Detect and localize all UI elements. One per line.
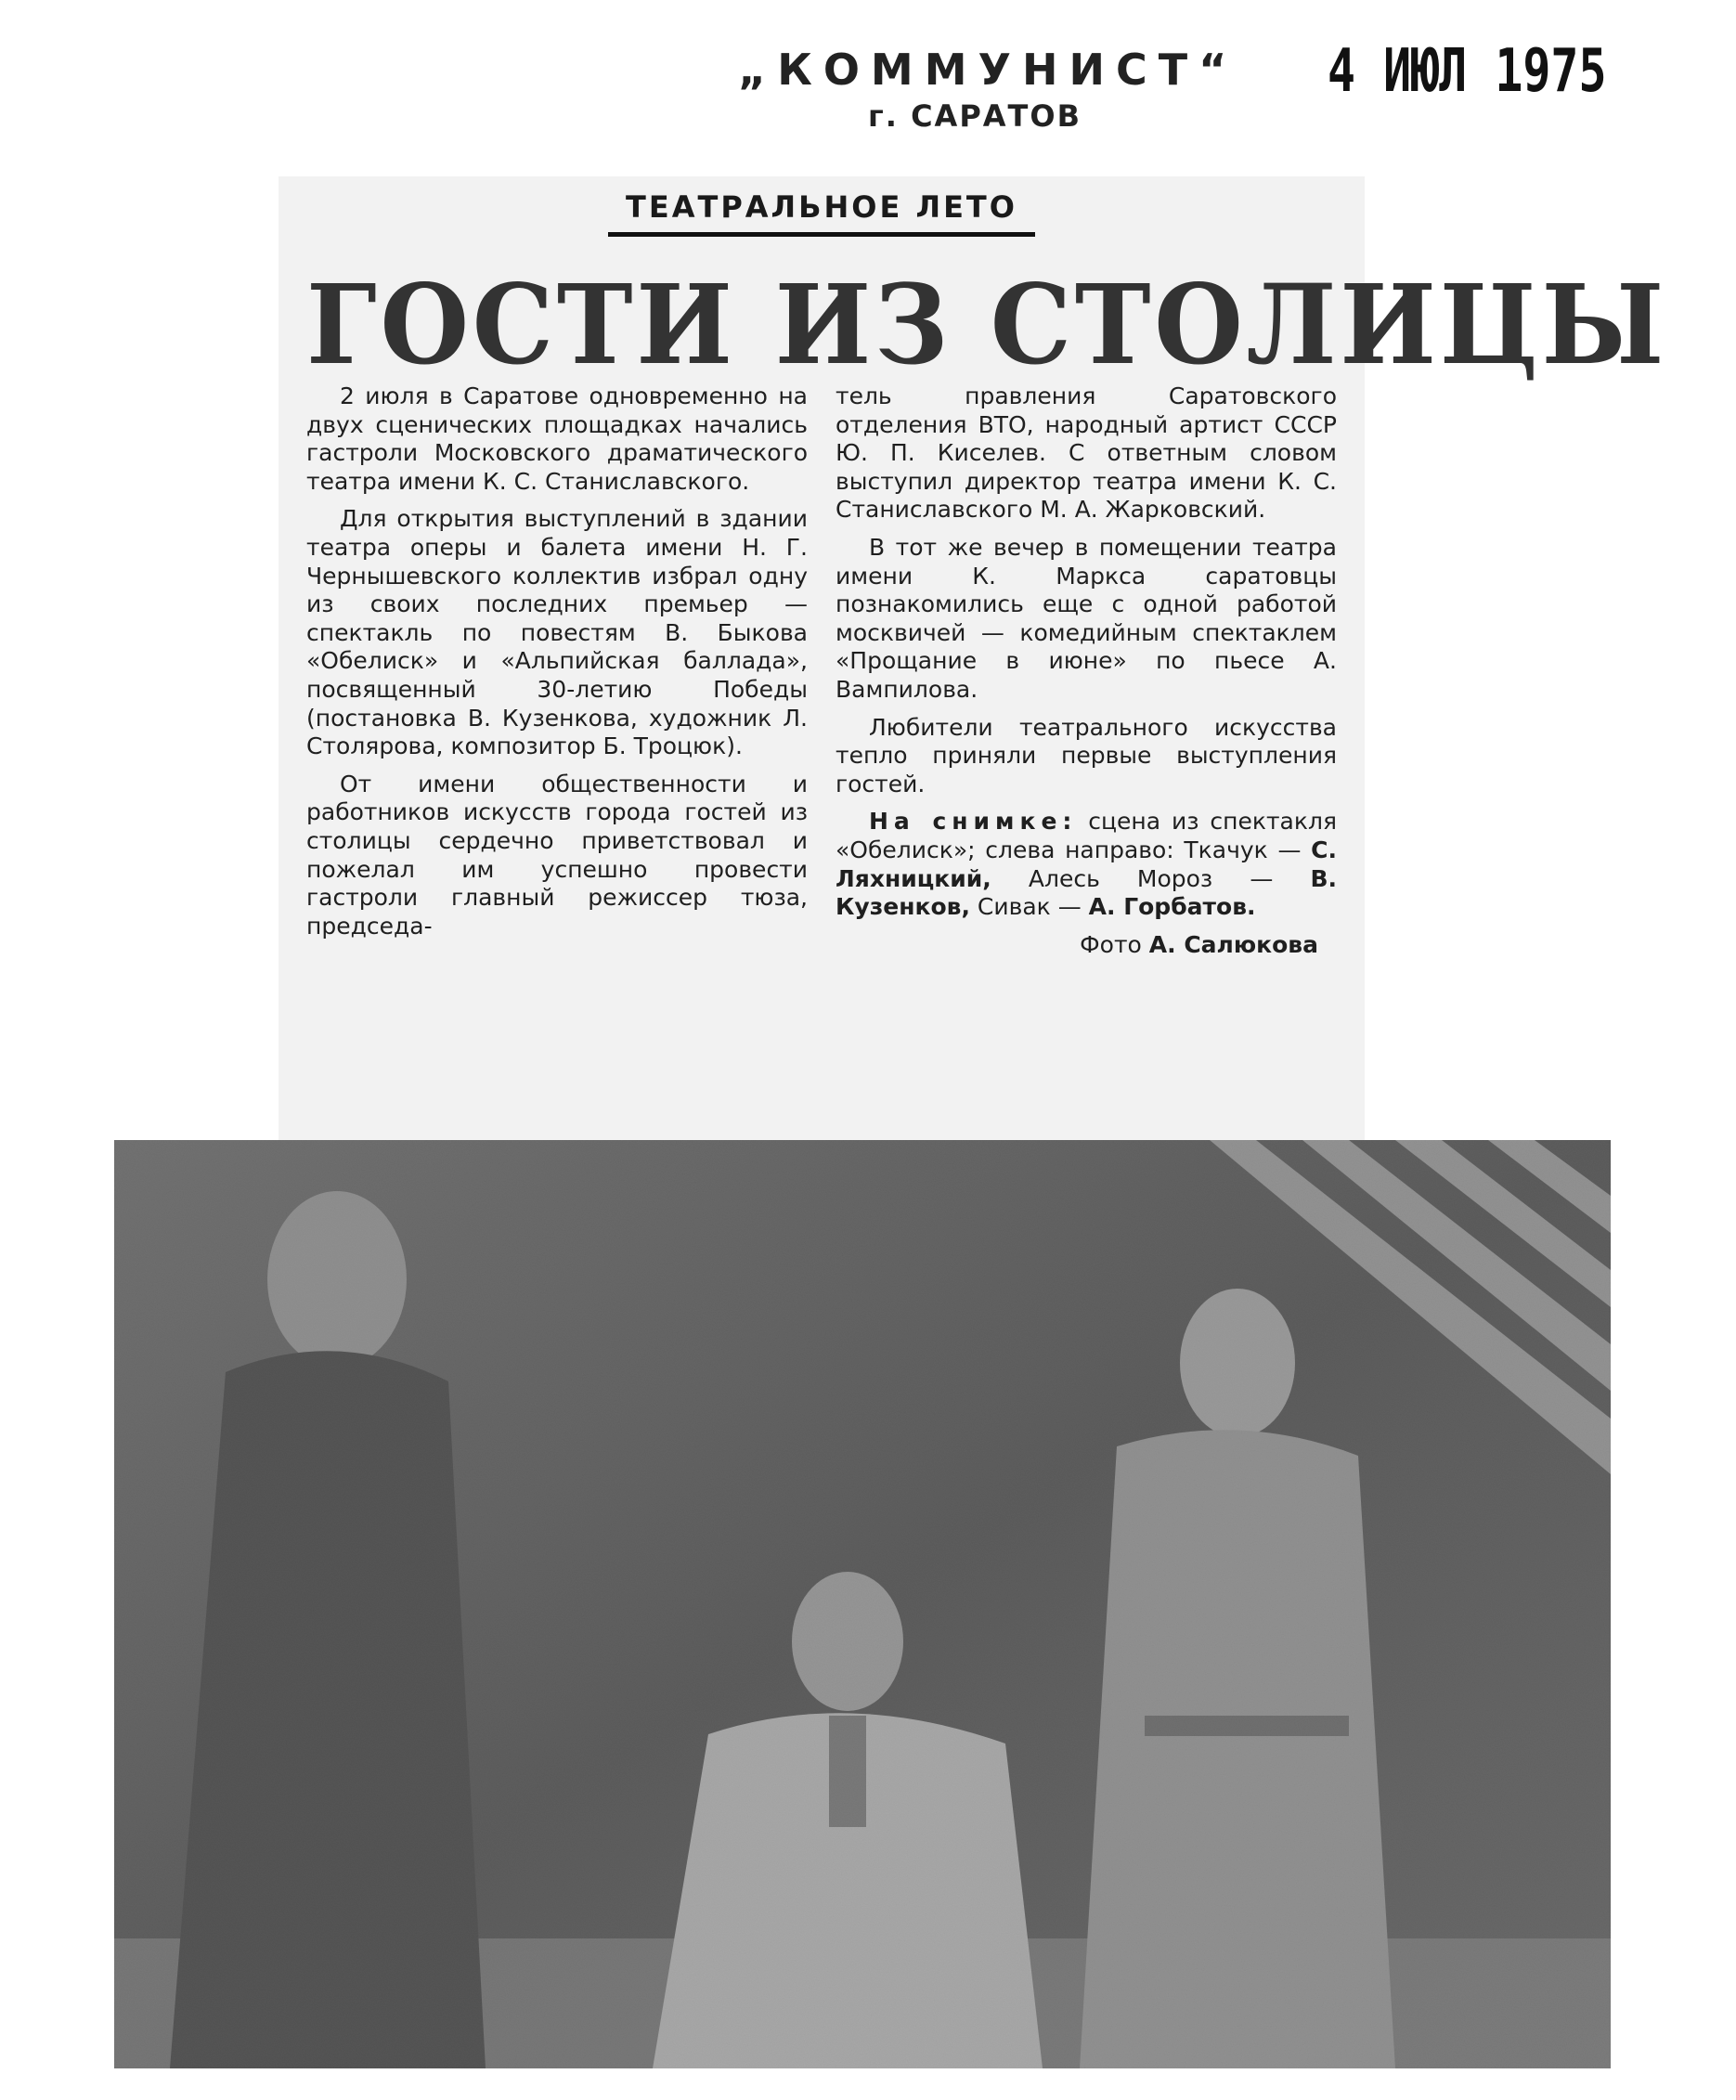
newspaper-name: „КОММУНИСТ“ [738,45,1238,95]
photo-credit-prefix: Фото [1080,930,1149,958]
article-column-left [306,382,808,950]
newspaper-city: г. САРАТОВ [868,98,1082,134]
masthead [0,19,1736,134]
article-column-right [836,382,1337,968]
photo-credit-name: А. Салюкова [1148,930,1318,958]
rubric: ТЕАТРАЛЬНОЕ ЛЕТО [608,189,1035,237]
article-clipping [279,176,1668,1151]
paragraph: Любители театрального искусства тепло приняли первые выступления гостей. [836,713,1337,797]
caption-role: Алесь Мороз — [991,864,1311,892]
photo-credit [836,931,1337,960]
photo-caption [836,808,1337,921]
paragraph: тель правления Саратовского отделения ВТО, народный артист СССР Ю. П. Киселев. С ответным словом выступил директор театра имени К. С. Станиславского М. А. Жарковский. [836,382,1337,524]
paragraph: 2 июля в Саратове одновременно на двух сценических площадках начались гастроли Московского драматического театра имени К. С. Станиславского. [306,382,808,495]
caption-actor: С. Ляхницкий, [836,836,1337,892]
caption-actor: А. Горбатов. [1088,893,1256,921]
paragraph: От имени общественности и работников искусств города гостей из столицы сердечно приветствовал и пожелал им успешно провести гастроли главный режиссер тюза, председа- [306,770,808,940]
stage-photo [114,1140,1611,2068]
caption-label: На снимке: [869,808,1078,836]
paragraph: В тот же вечер в помещении театра имени К. Маркса саратовцы познакомились еще с одной работой москвичей — комедийным спектаклем «Прощание в июне» по пьесе А. Вампилова. [836,533,1337,703]
caption-role: Сивак — [969,893,1089,921]
caption-text: сцена из спектакля «Обелиск»; слева направо: Ткачук — [836,808,1337,863]
headline: ГОСТИ ИЗ СТОЛИЦЫ [306,260,1668,389]
caption-actor: В. Кузенков, [836,864,1337,921]
stage-photo-image [114,1140,1611,2068]
paragraph: Для открытия выступлений в здании театра оперы и балета имени Н. Г. Чернышевского коллектив избрал одну из своих последних премьер — спектакль по повестям В. Быкова «Обелиск» и «Альпийская баллада», посвященный 30-летию Победы (постановка В. Кузенкова, художник Л. Столярова, композитор Б. Троцюк). [306,505,808,760]
date-stamp: 4 ИЮЛ 1975 [1328,37,1607,106]
